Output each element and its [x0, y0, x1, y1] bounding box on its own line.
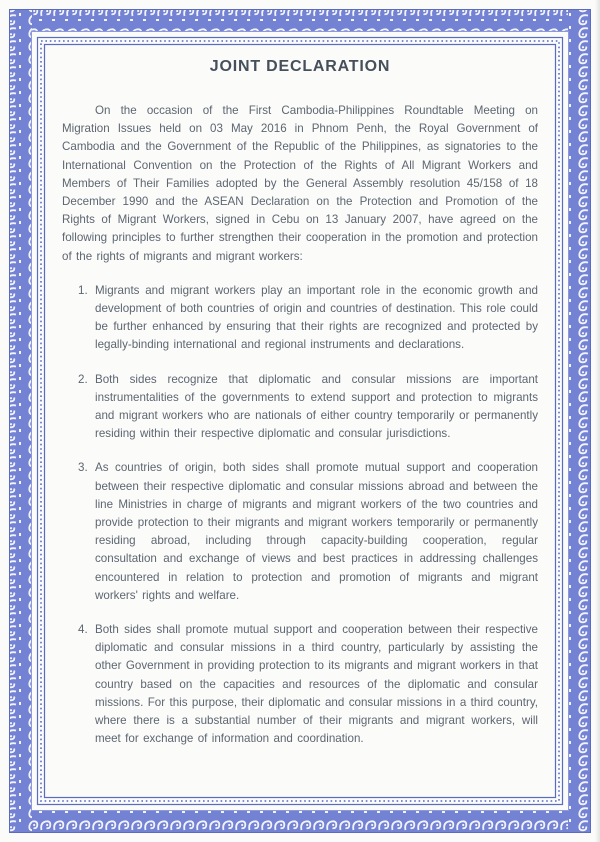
- item-text: Both sides recognize that diplomatic and consular missions are important instrumentalities of the governments to extend support and protection to migrants and migrant workers who are nationals of either country temporarily or permanently residing within their respective diplomatic and consular jurisdictions.: [95, 372, 538, 441]
- item-number: 2.: [78, 372, 88, 386]
- page-edge-shadow: [595, 0, 600, 842]
- item-text: As countries of origin, both sides shall promote mutual support and cooperation between their respective diplomatic and consular missions abroad and between the line Ministries in charge of migrants and migrant workers of the two countries and provide protection to their migrants and migrant workers temporarily or permanently residing abroad, including through capacity-building cooperation, regular consultation and exchange of views and best practices in addressing challenges encountered in relation to protection and promotion of migrants and migrant workers' rights and welfare.: [95, 461, 538, 602]
- declaration-item-3: [78, 459, 538, 605]
- document-title: JOINT DECLARATION: [209, 58, 391, 75]
- declaration-item-2: [78, 371, 538, 444]
- declaration-item-1: [78, 282, 538, 355]
- item-number: 1.: [78, 283, 88, 297]
- declaration-item-4: [78, 621, 538, 748]
- item-text: Both sides shall promote mutual support and cooperation between their respective diplomatic and consular missions in a third country, particularly by assisting the other Government in providing protection to its migrants and migrant workers in that country based on the capacities and resources of the diplomatic and consular missions. For this purpose, their diplomatic and consular missions in a third country, where there is a substantial number of their migrants and migrant workers, will meet for exchange of information and coordination.: [95, 623, 538, 746]
- intro-paragraph: On the occasion of the First Cambodia-Philippines Roundtable Meeting on Migration Issues held on 03 May 2016 in Phnom Penh, the Royal Government of Cambodia and the Government of the Republic of the Philippines, as signatories to the International Convention on the Protection of the Rights of All Migrant Workers and Members of Their Families adopted by the General Assembly resolution 45/158 of 18 December 1990 and the ASEAN Declaration on the Protection and Promotion of the Rights of Migrant Workers, signed in Cebu on 13 January 2007, have agreed on the following principles to further strengthen their cooperation in the promotion and protection of the rights of migrants and migrant workers:: [62, 104, 538, 263]
- declaration-items: [62, 282, 538, 749]
- document-body: [62, 58, 538, 765]
- item-text: Migrants and migrant workers play an important role in the economic growth and development of both countries of origin and countries of destination. This role could be further enhanced by ensuring that their rights are recognized and protected by legally-binding international and regional instruments and declarations.: [95, 283, 538, 352]
- item-number: 4.: [78, 623, 88, 637]
- item-number: 3.: [78, 461, 88, 475]
